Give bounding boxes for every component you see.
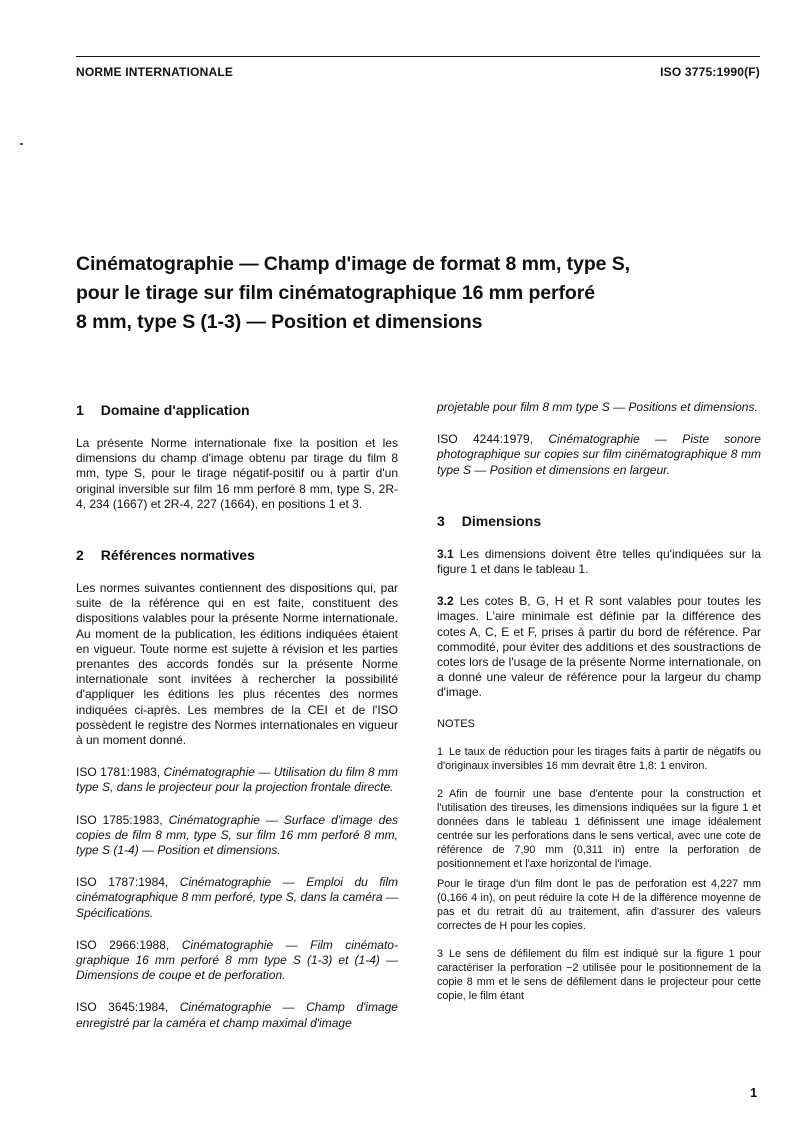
reference-title: Cinématographie — Emploi du film cinématographique 8 mm perforé, type S, dans la caméra — Spécifications. (76, 875, 398, 920)
section-3-heading (437, 509, 761, 533)
title-line-1: Cinématographie — Champ d'image de format 8 mm, type S, (76, 253, 630, 275)
reference-title: Cinématographie — Utilisation du film 8 mm type S, dans le projecteur pour la projection frontale directe. (76, 765, 398, 795)
clause-3-1-text: Les dimensions doivent être telles qu'indiquées sur la figure 1 et dans le tableau 1. (437, 546, 761, 577)
left-column (76, 398, 398, 1031)
running-header (76, 56, 760, 79)
reference-item (437, 432, 761, 478)
clause-3-1 (437, 547, 761, 577)
reference-code: ISO 4244:1979, (437, 432, 534, 447)
note-2-text: Afin de fournir une base d'entente pour la construction et l'utilisation des tireuses, les dimensions indiquées sur la figure 1 et données dans le tableau 1 définissent une image idéalement centrée sur les perforations dans le sens vertical, avec une cote de référence de 7,90 mm (0,311 in) entre la perforation de positionnement et l'axe horizontal de l'image. (437, 787, 761, 870)
clause-3-2-text: Les cotes B, G, H et R sont valables pour toutes les images. L'aire minimale est définie par la différence des cotes A, C, E et F, prises à partir du bord de référence. Par commodité, pour éviter des additions et des soustractions de cotes lors de l'usage de la présente Norme internationale, on a donné une valeur de référence pour la largeur du champ d'image. (437, 594, 761, 700)
header-left: NORME INTERNATIONALE (76, 65, 234, 79)
note-3-number: 3 (437, 947, 444, 960)
note-1-text: Le taux de réduction pour les tirages faits à partir de négatifs ou d'originaux inversibles 16 mm devrait être 1,8: 1 environ. (437, 745, 761, 772)
reference-title: Cinématographie — Surface d'image des copies de film 8 mm, type S, sur film 16 mm perforé 8 mm, type S (1-4) — Position et dimensions. (76, 812, 398, 858)
reference-item (76, 1000, 398, 1030)
note-2-continued: Pour le tirage d'un film dont le pas de perforation est 4,227 mm (0,166 4 in), on peut réduire la cote H de la différence moyenne de pas et du retrait dû au traitement, afin d'assurer des valeurs correctes de H pour les copies. (437, 877, 761, 932)
title-line-3: 8 mm, type S (1-3) — Position et dimensions (76, 311, 483, 333)
scan-speck (20, 143, 23, 145)
title-line-2: pour le tirage sur film cinématographique 16 mm perforé (76, 282, 595, 304)
section-1-number: 1 (76, 402, 84, 418)
reference-code: ISO 1787:1984, (76, 875, 169, 890)
right-column (437, 400, 761, 1003)
page-number: 1 (750, 1085, 758, 1100)
reference-continued: projetable pour film 8 mm type S — Positions et dimensions. (437, 400, 758, 414)
section-3-title: Dimensions (461, 512, 542, 529)
reference-item (76, 938, 398, 984)
reference-code: ISO 3645:1984, (76, 1000, 169, 1015)
notes-label: NOTES (437, 717, 475, 730)
section-1-heading (76, 398, 398, 422)
section-1-text: La présente Norme internationale fixe la position et les dimensions du champ d'image obtenu par tirage du film 8 mm, type S, pour le tirage négatif-positif ou à partir d'un original inversible sur film 16 mm perforé 8 mm, type S, 2R-4, 234 (1667) et 2R-4, 227 (1664), en positions 1 et 3. (76, 436, 398, 511)
reference-title: Cinématographie — Champ d'image enregistré par la caméra et champ maximal d'image (76, 1000, 398, 1030)
note-2 (437, 787, 761, 871)
reference-title: Cinématographie — Film cinématographique 16 mm perforé 8 mm type S (1-3) et (1-4) — Dimensions de coupe et de perforation. (76, 937, 398, 983)
reference-title: Cinématographie — Piste sonore photographique sur copies sur film cinématographique 8 mm type S — Position et dimensions en largeur. (437, 432, 761, 477)
section-2-number: 2 (76, 547, 84, 564)
reference-item (76, 875, 398, 921)
note-3-text: Le sens de défilement du film est indiqué sur la figure 1 pour caractériser la perforation −2 utilisée pour le positionnement de la copie 8 mm et le sens de défilement dans le projecteur pour cette copie, le film étant (437, 947, 761, 1002)
note-2-number: 2 (437, 787, 444, 800)
clause-3-1-number: 3.1 (437, 546, 454, 561)
header-right: ISO 3775:1990(F) (660, 65, 760, 79)
section-1-title: Domaine d'application (100, 402, 250, 418)
note-1-number: 1 (437, 745, 444, 758)
section-2-text: Les normes suivantes contiennent des dispositions qui, par suite de la référence qui en est faite, constituent des dispositions valables pour la présente Norme internationale. Au moment de la publication, les éditions indiquées étaient en vigueur. Toute norme est sujette à révision et les parties prenantes des accords fondés sur la présente Norme internationale sont invitées à rechercher la possibilité d'appliquer les éditions les plus récentes des normes indiquées ci-après. Les membres de la CEI et de l'ISO possèdent le registre des Normes internationales en vigueur à un moment donné. (76, 581, 398, 748)
document-title (76, 250, 766, 337)
reference-code: ISO 2966:1988, (76, 937, 170, 952)
clause-3-2 (437, 594, 761, 700)
section-2-heading (76, 543, 398, 567)
section-2-title: Références normatives (100, 547, 255, 564)
reference-code: ISO 1781:1983, (76, 765, 161, 780)
reference-code: ISO 1785:1983, (76, 812, 163, 827)
note-1 (437, 745, 761, 773)
note-3 (437, 947, 761, 1003)
section-3-number: 3 (437, 512, 445, 529)
reference-item (76, 813, 398, 859)
reference-item (76, 765, 398, 795)
clause-3-2-number: 3.2 (437, 594, 454, 609)
